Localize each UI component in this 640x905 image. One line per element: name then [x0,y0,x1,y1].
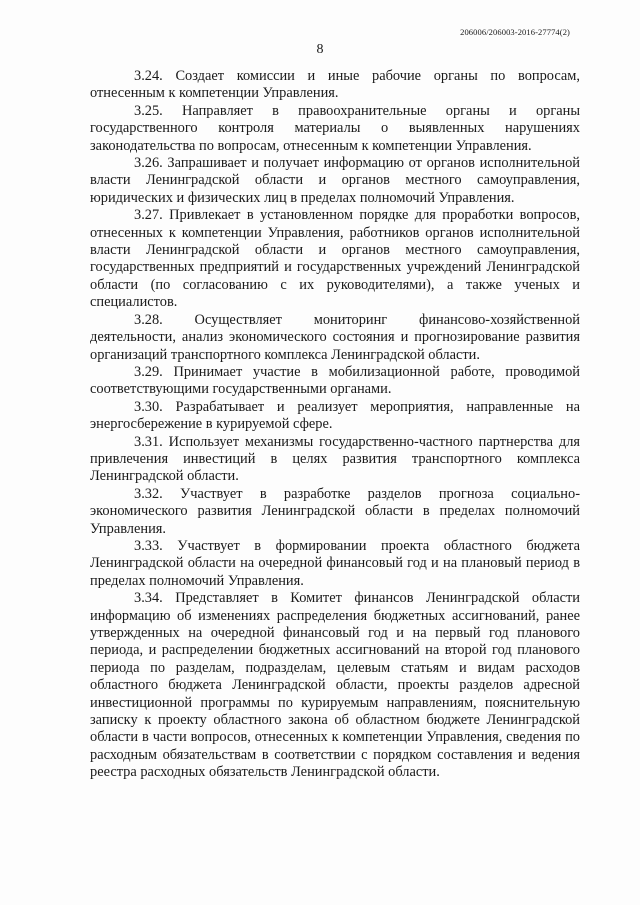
paragraph-3-31: 3.31. Использует механизмы государственно-частного партнерства для привлечения инвестиций в целях развития транспортного комплекса Ленинградской области. [90,433,580,485]
paragraph-3-25: 3.25. Направляет в правоохранительные органы и органы государственного контроля материалы о выявленных нарушениях законодательства по вопросам, отнесенным к компетенции Управления. [90,102,580,154]
paragraph-3-26: 3.26. Запрашивает и получает информацию от органов исполнительной власти Ленинградской области и органов местного самоуправления, юридических и физических лиц в пределах полномочий Управления. [90,155,580,206]
paragraph-3-27: 3.27. Привлекает в установленном порядке для проработки вопросов, отнесенных к компетенции Управления, работников органов исполнительной власти Ленинградской области и органов местного самоуправления, государственных предприятий и государственных учреждений Ленинградской области (по согласованию с их руководителями), а также ученых и специалистов. [90,207,580,311]
paragraph-3-34: 3.34. Представляет в Комитет финансов Ленинградской области информацию об изменениях распределения бюджетных ассигнований, ранее утвержденных на очередной финансовый год и на первый год планового периода, и распределении бюджетных ассигнований на второй год планового периода по разделам, подразделам, целевым статьям и видам расходов областного бюджета Ленинградской области, проекты разделов адресной инвестиционной программы по курируемым направлениям, пояснительную записку к проекту областного закона об областном бюджете Ленинградской области в части вопросов, отнесенных к компетенции Управления, сведения по расходным обязательствам в соответствии с порядком составления и ведения реестра расходных обязательств Ленинградской области. [90,590,580,781]
paragraph-3-33: 3.33. Участвует в формировании проекта областного бюджета Ленинградской области на очередной финансовый год и на плановый период в пределах полномочий Управления. [90,537,580,589]
paragraph-3-28: 3.28. Осуществляет мониторинг финансово-хозяйственной деятельности, анализ экономического состояния и прогнозирование развития организаций транспортного комплекса Ленинградской области. [90,311,580,363]
paragraph-3-30: 3.30. Разрабатывает и реализует мероприятия, направленные на энергосбережение в курируемой сфере. [90,398,580,433]
paragraph-3-29: 3.29. Принимает участие в мобилизационной работе, проводимой соответствующими государственными органами. [90,363,580,398]
document-body [90,68,580,782]
page-number: 8 [316,42,324,57]
paragraph-3-32: 3.32. Участвует в разработке разделов прогноза социально-экономического развития Ленинградской области в пределах полномочий Управления. [90,485,580,537]
paragraph-3-24: 3.24. Создает комиссии и иные рабочие органы по вопросам, отнесенным к компетенции Управления. [90,68,580,102]
document-code: 206006/206003-2016-27774(2) [460,27,570,37]
